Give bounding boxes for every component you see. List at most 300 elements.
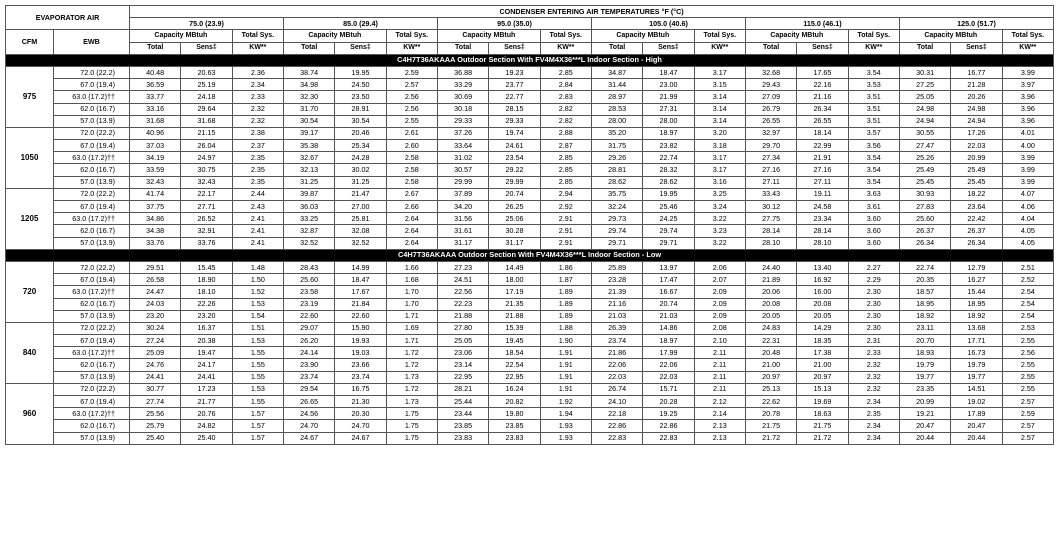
data-cell: 24.70 xyxy=(335,420,386,432)
data-cell: 3.54 xyxy=(848,164,899,176)
table-row xyxy=(6,225,1054,237)
data-cell: 28.15 xyxy=(489,103,540,115)
data-cell: 24.82 xyxy=(181,420,232,432)
data-cell: 30.02 xyxy=(335,164,386,176)
data-cell: 2.55 xyxy=(1002,371,1054,383)
data-cell: 1.92 xyxy=(540,396,591,408)
capacity-header: Capacity MBtuh xyxy=(899,30,1002,42)
data-cell: 29.54 xyxy=(284,383,335,395)
data-cell: 34.98 xyxy=(284,79,335,91)
data-cell: 34.86 xyxy=(130,213,181,225)
data-cell: 22.06 xyxy=(591,359,642,371)
data-cell: 23.82 xyxy=(643,140,694,152)
data-cell: 21.00 xyxy=(745,359,796,371)
data-cell: 23.20 xyxy=(181,310,232,322)
cfm-value: 1205 xyxy=(6,188,54,249)
data-cell: 21.30 xyxy=(335,396,386,408)
data-cell: 1.75 xyxy=(386,420,437,432)
data-cell: 23.19 xyxy=(284,298,335,310)
data-cell: 16.24 xyxy=(489,383,540,395)
data-cell: 3.97 xyxy=(1002,79,1054,91)
data-cell: 18.93 xyxy=(899,347,950,359)
ewb-value: 57.0 (13.9) xyxy=(54,176,130,188)
data-cell: 31.25 xyxy=(284,176,335,188)
data-cell: 1.93 xyxy=(540,432,591,444)
data-cell: 29.74 xyxy=(591,225,642,237)
ewb-value: 57.0 (13.9) xyxy=(54,310,130,322)
data-cell: 33.76 xyxy=(130,237,181,249)
data-cell: 1.91 xyxy=(540,347,591,359)
data-cell: 27.25 xyxy=(899,79,950,91)
total-sys-header: Total Sys. xyxy=(848,30,899,42)
data-cell: 1.75 xyxy=(386,432,437,444)
data-cell: 3.56 xyxy=(848,140,899,152)
data-cell: 1.94 xyxy=(540,408,591,420)
data-cell: 4.05 xyxy=(1002,237,1054,249)
data-cell: 24.18 xyxy=(181,91,232,103)
cfm-value: 1050 xyxy=(6,127,54,188)
data-cell: 16.77 xyxy=(951,66,1002,78)
ewb-value: 57.0 (13.9) xyxy=(54,115,130,127)
data-cell: 2.41 xyxy=(232,225,283,237)
data-cell: 21.03 xyxy=(591,310,642,322)
data-cell: 27.75 xyxy=(745,213,796,225)
data-cell: 2.58 xyxy=(386,164,437,176)
data-cell: 2.07 xyxy=(694,274,745,286)
data-cell: 19.11 xyxy=(797,188,848,200)
data-cell: 22.74 xyxy=(643,152,694,164)
data-cell: 24.14 xyxy=(284,347,335,359)
data-cell: 25.89 xyxy=(591,261,642,273)
data-cell: 27.09 xyxy=(745,91,796,103)
table-row xyxy=(6,164,1054,176)
total-header: Total xyxy=(437,42,488,54)
data-cell: 3.99 xyxy=(1002,176,1054,188)
data-cell: 15.13 xyxy=(797,383,848,395)
data-cell: 2.34 xyxy=(848,432,899,444)
data-cell: 19.80 xyxy=(489,408,540,420)
data-cell: 21.03 xyxy=(643,310,694,322)
data-cell: 2.91 xyxy=(540,225,591,237)
ewb-value: 72.0 (22.2) xyxy=(54,383,130,395)
ewb-value: 63.0 (17.2)†† xyxy=(54,408,130,420)
ewb-value: 62.0 (16.7) xyxy=(54,225,130,237)
data-cell: 24.98 xyxy=(951,103,1002,115)
data-cell: 18.97 xyxy=(643,335,694,347)
data-cell: 27.80 xyxy=(437,322,488,334)
data-cell: 1.55 xyxy=(232,371,283,383)
data-cell: 21.72 xyxy=(745,432,796,444)
data-cell: 2.09 xyxy=(694,310,745,322)
data-cell: 17.23 xyxy=(181,383,232,395)
table-row xyxy=(6,91,1054,103)
data-cell: 1.69 xyxy=(386,322,437,334)
data-cell: 2.41 xyxy=(232,237,283,249)
data-cell: 4.04 xyxy=(1002,213,1054,225)
data-cell: 28.32 xyxy=(643,164,694,176)
table-row xyxy=(6,298,1054,310)
table-row xyxy=(6,310,1054,322)
data-cell: 1.70 xyxy=(386,286,437,298)
ewb-value: 67.0 (19.4) xyxy=(54,79,130,91)
data-cell: 28.00 xyxy=(643,115,694,127)
data-cell: 2.54 xyxy=(1002,298,1054,310)
data-cell: 2.14 xyxy=(694,408,745,420)
data-cell: 2.06 xyxy=(694,261,745,273)
total-sys-header: Total Sys. xyxy=(540,30,591,42)
data-cell: 34.38 xyxy=(130,225,181,237)
data-cell: 20.47 xyxy=(899,420,950,432)
data-cell: 32.52 xyxy=(284,237,335,249)
ewb-value: 72.0 (22.2) xyxy=(54,127,130,139)
performance-table xyxy=(5,5,1054,445)
data-cell: 22.06 xyxy=(643,359,694,371)
data-cell: 2.82 xyxy=(540,115,591,127)
data-cell: 24.94 xyxy=(951,115,1002,127)
data-cell: 3.25 xyxy=(694,188,745,200)
data-cell: 31.44 xyxy=(591,79,642,91)
data-cell: 1.91 xyxy=(540,371,591,383)
data-cell: 31.70 xyxy=(284,103,335,115)
cfm-value: 975 xyxy=(6,66,54,127)
data-cell: 1.57 xyxy=(232,408,283,420)
data-cell: 1.86 xyxy=(540,261,591,273)
data-cell: 2.34 xyxy=(848,420,899,432)
table-row xyxy=(6,103,1054,115)
data-cell: 21.89 xyxy=(745,274,796,286)
data-cell: 18.92 xyxy=(899,310,950,322)
data-cell: 25.05 xyxy=(899,91,950,103)
data-cell: 1.71 xyxy=(386,335,437,347)
data-cell: 3.54 xyxy=(848,66,899,78)
data-cell: 4.00 xyxy=(1002,140,1054,152)
data-cell: 1.68 xyxy=(386,274,437,286)
data-cell: 23.83 xyxy=(437,432,488,444)
section-title: C4H7T36AKAAA Outdoor Section With FV4M4X36***L Indoor Section - High xyxy=(6,54,1054,66)
data-cell: 24.58 xyxy=(797,201,848,213)
data-cell: 35.20 xyxy=(591,127,642,139)
data-cell: 27.16 xyxy=(797,164,848,176)
data-cell: 22.54 xyxy=(489,359,540,371)
data-cell: 21.88 xyxy=(489,310,540,322)
data-cell: 27.23 xyxy=(437,261,488,273)
data-cell: 2.51 xyxy=(1002,261,1054,273)
table-row xyxy=(6,371,1054,383)
data-cell: 2.30 xyxy=(848,322,899,334)
data-cell: 3.15 xyxy=(694,79,745,91)
ewb-value: 62.0 (16.7) xyxy=(54,420,130,432)
data-cell: 27.16 xyxy=(745,164,796,176)
data-cell: 25.60 xyxy=(284,274,335,286)
data-cell: 25.06 xyxy=(489,213,540,225)
data-cell: 18.97 xyxy=(643,127,694,139)
data-cell: 18.22 xyxy=(951,188,1002,200)
data-cell: 36.59 xyxy=(130,79,181,91)
data-cell: 32.30 xyxy=(284,91,335,103)
data-cell: 1.72 xyxy=(386,347,437,359)
table-row xyxy=(6,201,1054,213)
table-row xyxy=(6,396,1054,408)
data-cell: 24.03 xyxy=(130,298,181,310)
data-cell: 26.34 xyxy=(951,237,1002,249)
data-cell: 30.54 xyxy=(335,115,386,127)
data-cell: 25.46 xyxy=(643,201,694,213)
data-cell: 16.73 xyxy=(951,347,1002,359)
data-cell: 30.18 xyxy=(437,103,488,115)
data-cell: 18.47 xyxy=(335,274,386,286)
data-cell: 32.68 xyxy=(745,66,796,78)
data-cell: 33.25 xyxy=(284,213,335,225)
data-cell: 2.37 xyxy=(232,140,283,152)
data-cell: 36.03 xyxy=(284,201,335,213)
data-cell: 2.52 xyxy=(1002,274,1054,286)
data-cell: 24.17 xyxy=(181,359,232,371)
data-cell: 20.97 xyxy=(797,371,848,383)
data-cell: 3.60 xyxy=(848,225,899,237)
sens-header: Sens‡ xyxy=(335,42,386,54)
data-cell: 21.91 xyxy=(797,152,848,164)
data-cell: 25.40 xyxy=(181,432,232,444)
cfm-value: 840 xyxy=(6,322,54,383)
capacity-header: Capacity MBtuh xyxy=(591,30,694,42)
data-cell: 30.69 xyxy=(437,91,488,103)
data-cell: 22.77 xyxy=(489,91,540,103)
data-cell: 30.54 xyxy=(284,115,335,127)
data-cell: 2.30 xyxy=(848,298,899,310)
data-cell: 25.40 xyxy=(130,432,181,444)
data-cell: 29.33 xyxy=(489,115,540,127)
data-cell: 38.74 xyxy=(284,66,335,78)
data-cell: 2.85 xyxy=(540,164,591,176)
data-cell: 3.22 xyxy=(694,213,745,225)
data-cell: 2.56 xyxy=(386,91,437,103)
capacity-header: Capacity MBtuh xyxy=(284,30,387,42)
data-cell: 26.34 xyxy=(899,237,950,249)
data-cell: 25.19 xyxy=(181,79,232,91)
total-header: Total xyxy=(591,42,642,54)
data-cell: 1.57 xyxy=(232,420,283,432)
data-cell: 2.11 xyxy=(694,383,745,395)
data-cell: 2.64 xyxy=(386,237,437,249)
data-cell: 19.79 xyxy=(899,359,950,371)
data-cell: 20.76 xyxy=(181,408,232,420)
condenser-temp-header: 125.0 (51.7) xyxy=(899,18,1053,30)
data-cell: 16.67 xyxy=(643,286,694,298)
data-cell: 37.89 xyxy=(437,188,488,200)
data-cell: 4.07 xyxy=(1002,188,1054,200)
capacity-header: Capacity MBtuh xyxy=(130,30,233,42)
data-cell: 2.34 xyxy=(232,79,283,91)
data-cell: 3.96 xyxy=(1002,115,1054,127)
data-cell: 17.89 xyxy=(951,408,1002,420)
data-cell: 1.89 xyxy=(540,310,591,322)
evaporator-air-header: EVAPORATOR AIR xyxy=(6,6,130,30)
data-cell: 21.88 xyxy=(437,310,488,322)
data-cell: 26.74 xyxy=(591,383,642,395)
data-cell: 28.97 xyxy=(591,91,642,103)
kw-header: KW** xyxy=(1002,42,1054,54)
data-cell: 1.54 xyxy=(232,310,283,322)
data-cell: 37.03 xyxy=(130,140,181,152)
data-cell: 25.56 xyxy=(130,408,181,420)
data-cell: 3.61 xyxy=(848,201,899,213)
data-cell: 1.53 xyxy=(232,383,283,395)
data-cell: 15.44 xyxy=(951,286,1002,298)
table-row xyxy=(6,213,1054,225)
data-cell: 18.35 xyxy=(797,335,848,347)
data-cell: 25.45 xyxy=(899,176,950,188)
kw-header: KW** xyxy=(694,42,745,54)
data-cell: 3.60 xyxy=(848,213,899,225)
data-cell: 2.57 xyxy=(1002,432,1054,444)
data-cell: 3.14 xyxy=(694,115,745,127)
data-cell: 22.95 xyxy=(489,371,540,383)
ewb-value: 67.0 (19.4) xyxy=(54,201,130,213)
data-cell: 22.03 xyxy=(643,371,694,383)
data-cell: 23.14 xyxy=(437,359,488,371)
data-cell: 24.76 xyxy=(130,359,181,371)
data-cell: 19.77 xyxy=(951,371,1002,383)
data-cell: 23.54 xyxy=(489,152,540,164)
data-cell: 3.14 xyxy=(694,91,745,103)
data-cell: 19.95 xyxy=(335,66,386,78)
data-cell: 23.34 xyxy=(797,213,848,225)
data-cell: 22.83 xyxy=(643,432,694,444)
data-cell: 20.08 xyxy=(745,298,796,310)
data-cell: 1.88 xyxy=(540,322,591,334)
data-cell: 3.14 xyxy=(694,103,745,115)
data-cell: 2.57 xyxy=(1002,396,1054,408)
data-cell: 19.25 xyxy=(643,408,694,420)
data-cell: 2.30 xyxy=(848,310,899,322)
data-cell: 25.05 xyxy=(437,335,488,347)
ewb-value: 72.0 (22.2) xyxy=(54,322,130,334)
data-cell: 18.57 xyxy=(899,286,950,298)
data-cell: 2.35 xyxy=(232,176,283,188)
data-cell: 29.73 xyxy=(591,213,642,225)
data-cell: 19.93 xyxy=(335,335,386,347)
data-cell: 2.64 xyxy=(386,225,437,237)
data-cell: 12.79 xyxy=(951,261,1002,273)
data-cell: 30.24 xyxy=(130,322,181,334)
total-header: Total xyxy=(745,42,796,54)
data-cell: 27.24 xyxy=(130,335,181,347)
data-cell: 4.05 xyxy=(1002,225,1054,237)
total-sys-header: Total Sys. xyxy=(1002,30,1054,42)
data-cell: 14.29 xyxy=(797,322,848,334)
data-cell: 23.83 xyxy=(489,432,540,444)
data-cell: 20.70 xyxy=(899,335,950,347)
data-cell: 2.08 xyxy=(694,322,745,334)
data-cell: 2.56 xyxy=(1002,347,1054,359)
table-row xyxy=(6,347,1054,359)
table-row xyxy=(6,127,1054,139)
data-cell: 2.88 xyxy=(540,127,591,139)
data-cell: 22.42 xyxy=(951,213,1002,225)
data-cell: 17.99 xyxy=(643,347,694,359)
data-cell: 26.58 xyxy=(130,274,181,286)
data-cell: 18.95 xyxy=(899,298,950,310)
data-cell: 1.52 xyxy=(232,286,283,298)
data-cell: 30.93 xyxy=(899,188,950,200)
data-cell: 29.74 xyxy=(643,225,694,237)
data-cell: 25.26 xyxy=(899,152,950,164)
data-cell: 21.15 xyxy=(181,127,232,139)
data-cell: 3.53 xyxy=(848,79,899,91)
data-cell: 31.68 xyxy=(130,115,181,127)
data-cell: 16.37 xyxy=(181,322,232,334)
data-cell: 31.75 xyxy=(591,140,642,152)
table-row xyxy=(6,79,1054,91)
ewb-value: 57.0 (13.9) xyxy=(54,432,130,444)
data-cell: 3.51 xyxy=(848,115,899,127)
data-cell: 21.86 xyxy=(591,347,642,359)
data-cell: 27.31 xyxy=(643,103,694,115)
data-cell: 2.32 xyxy=(848,359,899,371)
data-cell: 28.81 xyxy=(591,164,642,176)
data-cell: 22.60 xyxy=(335,310,386,322)
data-cell: 2.91 xyxy=(540,237,591,249)
data-cell: 22.31 xyxy=(745,335,796,347)
table-row xyxy=(6,274,1054,286)
data-cell: 20.48 xyxy=(745,347,796,359)
condenser-temp-header: 95.0 (35.0) xyxy=(437,18,591,30)
data-cell: 3.63 xyxy=(848,188,899,200)
data-cell: 22.26 xyxy=(181,298,232,310)
data-cell: 2.35 xyxy=(848,408,899,420)
data-cell: 28.91 xyxy=(335,103,386,115)
data-cell: 18.00 xyxy=(489,274,540,286)
data-cell: 20.46 xyxy=(335,127,386,139)
table-row xyxy=(6,335,1054,347)
table-row xyxy=(6,359,1054,371)
data-cell: 2.13 xyxy=(694,420,745,432)
ewb-value: 62.0 (16.7) xyxy=(54,298,130,310)
data-cell: 22.99 xyxy=(797,140,848,152)
table-row xyxy=(6,420,1054,432)
ewb-value: 62.0 (16.7) xyxy=(54,103,130,115)
data-cell: 29.70 xyxy=(745,140,796,152)
data-cell: 2.54 xyxy=(1002,310,1054,322)
total-header: Total xyxy=(899,42,950,54)
data-cell: 26.04 xyxy=(181,140,232,152)
data-cell: 21.99 xyxy=(643,91,694,103)
capacity-header: Capacity MBtuh xyxy=(745,30,848,42)
data-cell: 2.91 xyxy=(540,213,591,225)
data-cell: 16.75 xyxy=(335,383,386,395)
data-cell: 22.18 xyxy=(591,408,642,420)
data-cell: 1.75 xyxy=(386,408,437,420)
ewb-value: 63.0 (17.2)†† xyxy=(54,286,130,298)
data-cell: 21.28 xyxy=(951,79,1002,91)
data-cell: 28.62 xyxy=(591,176,642,188)
ewb-value: 63.0 (17.2)†† xyxy=(54,91,130,103)
data-cell: 21.16 xyxy=(797,91,848,103)
data-cell: 31.17 xyxy=(489,237,540,249)
data-cell: 28.21 xyxy=(437,383,488,395)
data-cell: 30.55 xyxy=(899,127,950,139)
data-cell: 1.55 xyxy=(232,359,283,371)
data-cell: 21.84 xyxy=(335,298,386,310)
data-cell: 20.05 xyxy=(745,310,796,322)
data-cell: 2.59 xyxy=(386,66,437,78)
data-cell: 18.47 xyxy=(643,66,694,78)
table-row xyxy=(6,432,1054,444)
data-cell: 2.57 xyxy=(1002,420,1054,432)
data-cell: 1.91 xyxy=(540,359,591,371)
data-cell: 32.87 xyxy=(284,225,335,237)
data-cell: 2.66 xyxy=(386,201,437,213)
